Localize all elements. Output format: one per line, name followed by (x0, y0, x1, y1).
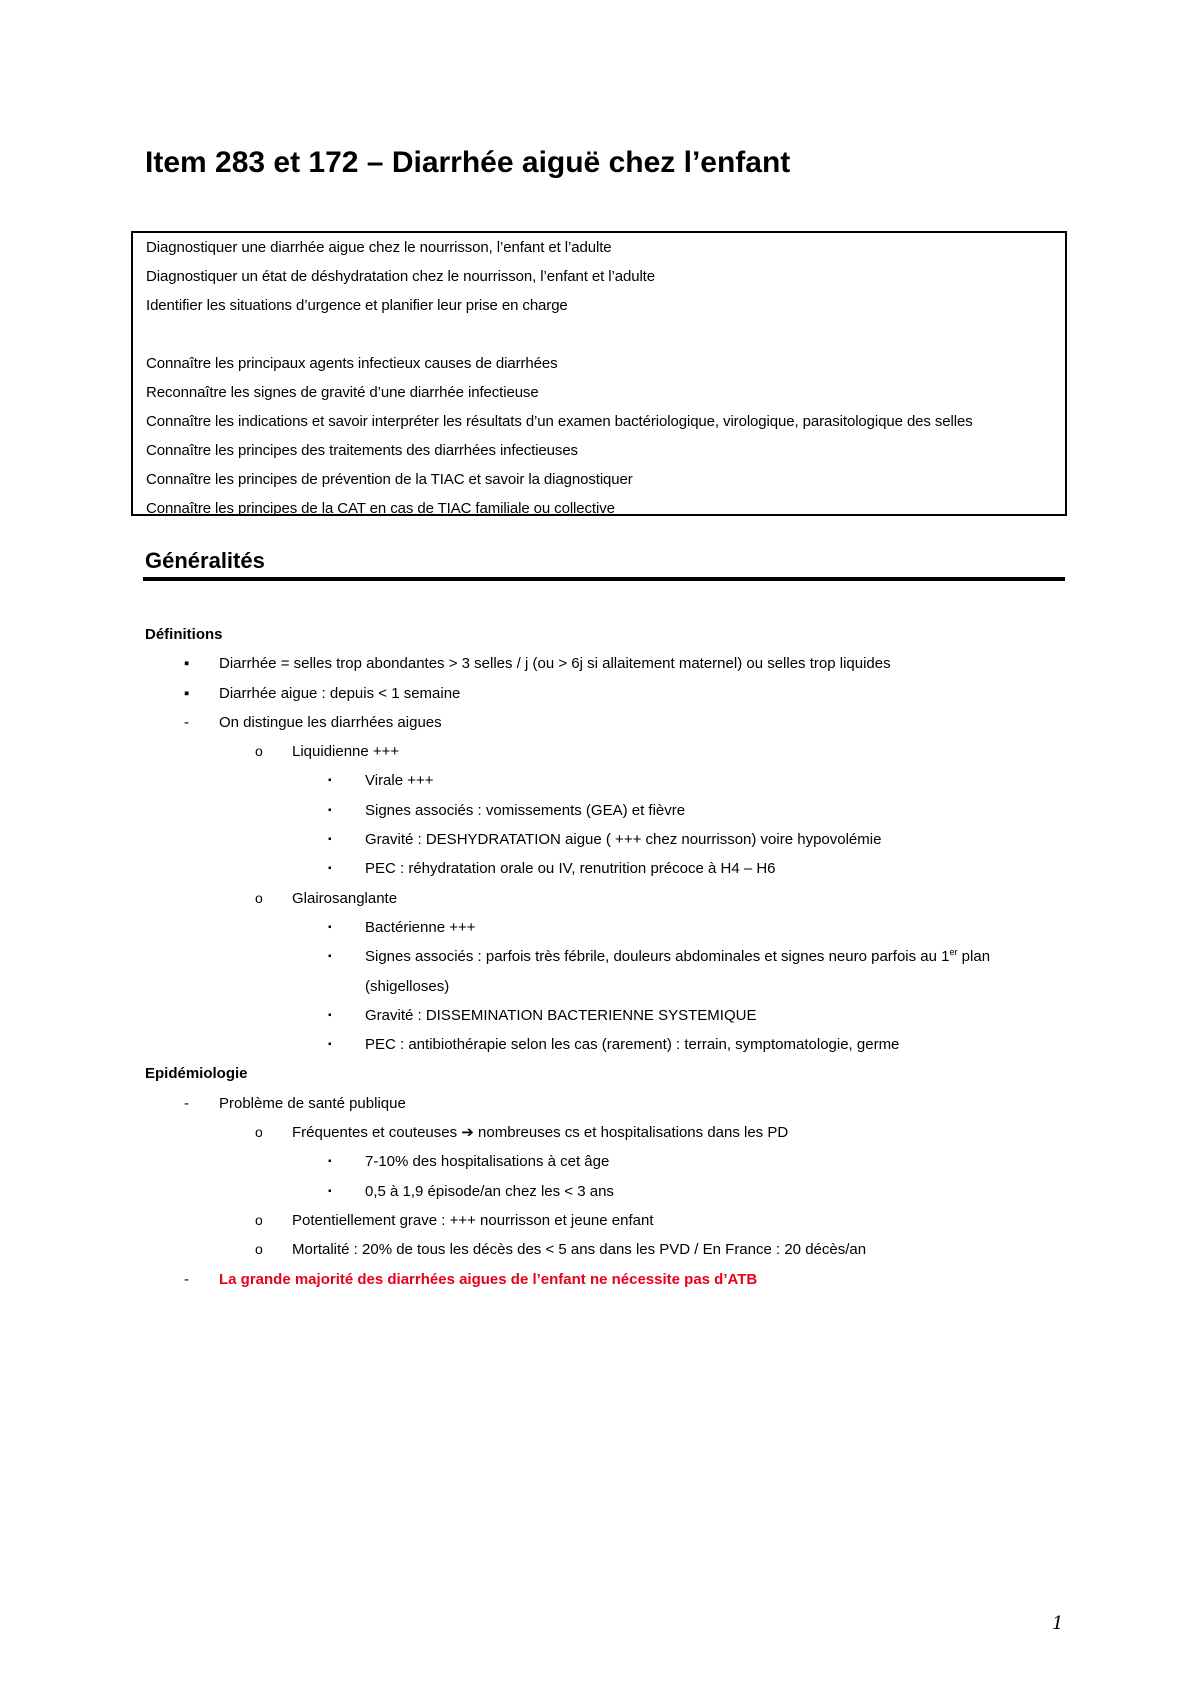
page-title: Item 283 et 172 – Diarrhée aiguë chez l’enfant (145, 146, 791, 179)
square-bullet-icon: ▪ (328, 775, 332, 787)
superscript-ordinal: er (949, 947, 958, 958)
square-bullet-icon: ▪ (328, 834, 332, 846)
list-item-text: Diarrhée aigue : depuis < 1 semaine (219, 684, 461, 702)
list-item (0, 737, 1200, 766)
list-item-text: La grande majorité des diarrhées aigues de l’enfant ne nécessite pas d’ATB (219, 1270, 758, 1288)
list-item (0, 942, 1200, 971)
square-bullet-icon: ▪ (328, 804, 332, 816)
list-item (0, 854, 1200, 883)
section-title-generalites: Généralités (145, 548, 265, 573)
objective-item: Diagnostiquer un état de déshydratation chez le nourrisson, l’enfant et l’adulte (146, 268, 655, 285)
objective-item: Connaître les principes de la CAT en cas de TIAC familiale ou collective (146, 500, 615, 517)
list-item (0, 1030, 1200, 1059)
list-item-text-part: plan (957, 948, 991, 966)
list-item-text: Signes associés : vomissements (GEA) et fièvre (365, 801, 686, 819)
list-item (0, 913, 1200, 942)
square-bullet-icon: ▪ (328, 1185, 332, 1197)
list-item-text-part: Signes associés : parfois très fébrile, douleurs abdominales et signes neuro parfois au 1 (365, 948, 950, 966)
list-item-text: 0,5 à 1,9 épisode/an chez les < 3 ans (365, 1182, 614, 1200)
list-item (0, 1118, 1200, 1147)
square-bullet-icon: ▪ (328, 1039, 332, 1051)
subheading-definitions (0, 620, 1200, 649)
dash-bullet-icon: - (184, 1094, 189, 1112)
objective-item: Diagnostiquer une diarrhée aigue chez le nourrisson, l’enfant et l’adulte (146, 239, 612, 256)
section-divider (143, 577, 1065, 581)
list-item-text: Gravité : DISSEMINATION BACTERIENNE SYSTEMIQUE (365, 1006, 757, 1024)
list-item-text: 7-10% des hospitalisations à cet âge (365, 1153, 610, 1171)
list-item-emphasis (0, 1265, 1200, 1294)
dash-bullet-icon: - (184, 713, 189, 731)
square-bullet-icon: ▪ (184, 684, 190, 702)
list-item-text: Glairosanglante (292, 889, 398, 907)
square-bullet-icon: ▪ (328, 921, 332, 933)
objective-item: Connaître les principaux agents infectieux causes de diarrhées (146, 355, 558, 372)
list-item-text (292, 1118, 788, 1147)
arrow-right-icon: ➔ (461, 1124, 474, 1142)
list-item-text: Diarrhée = selles trop abondantes > 3 selles / j (ou > 6j si allaitement maternel) ou selles trop liquides (219, 655, 891, 673)
subheading-epidemiologie (0, 1059, 1200, 1088)
subheading-label: Epidémiologie (145, 1065, 248, 1083)
objective-item: Reconnaître les signes de gravité d’une diarrhée infectieuse (146, 384, 539, 401)
list-item-text: (shigelloses) (365, 977, 450, 995)
section-content (0, 620, 1200, 1294)
list-item-text: Liquidienne +++ (292, 743, 400, 761)
page-number: 1 (1052, 1613, 1064, 1634)
list-item (0, 1206, 1200, 1235)
list-item-text: Potentiellement grave : +++ nourrisson et jeune enfant (292, 1211, 654, 1229)
square-bullet-icon: ▪ (328, 1009, 332, 1021)
circle-bullet-icon: o (255, 1241, 263, 1258)
list-item (0, 1177, 1200, 1206)
list-item-text: Bactérienne +++ (365, 918, 476, 936)
objectives-box (131, 231, 1067, 516)
list-item-text-part: Fréquentes et couteuses (292, 1124, 458, 1142)
circle-bullet-icon: o (255, 889, 263, 906)
list-item (0, 708, 1200, 737)
circle-bullet-icon: o (255, 1124, 263, 1141)
list-item-text: PEC : réhydratation orale ou IV, renutrition précoce à H4 – H6 (365, 860, 776, 878)
list-item (0, 796, 1200, 825)
list-item-text: PEC : antibiothérapie selon les cas (rarement) : terrain, symptomatologie, germe (365, 1036, 900, 1054)
list-item (0, 884, 1200, 913)
circle-bullet-icon: o (255, 743, 263, 760)
square-bullet-icon: ▪ (328, 863, 332, 875)
list-item-text: Problème de santé publique (219, 1094, 406, 1112)
square-bullet-icon: ▪ (328, 1156, 332, 1168)
list-item (0, 1235, 1200, 1264)
objective-item: Identifier les situations d’urgence et planifier leur prise en charge (146, 297, 568, 314)
objective-spacer (146, 320, 1065, 349)
list-item-text-part: nombreuses cs et hospitalisations dans les PD (478, 1124, 789, 1142)
list-item (0, 649, 1200, 678)
objective-item: Connaître les principes des traitements des diarrhées infectieuses (146, 442, 578, 459)
circle-bullet-icon: o (255, 1211, 263, 1228)
list-item-text: Virale +++ (365, 772, 434, 790)
subheading-label: Définitions (145, 626, 223, 643)
dash-bullet-icon: - (184, 1270, 189, 1288)
objective-item: Connaître les principes de prévention de la TIAC et savoir la diagnostiquer (146, 471, 633, 488)
list-item (0, 679, 1200, 708)
list-item-text: Gravité : DESHYDRATATION aigue ( +++ chez nourrisson) voire hypovolémie (365, 831, 882, 849)
list-item (0, 1147, 1200, 1176)
list-item (0, 1001, 1200, 1030)
objective-item: Connaître les indications et savoir interpréter les résultats d’un examen bactériologique, virologique, parasitologique des selles (146, 413, 973, 430)
list-item (0, 1089, 1200, 1118)
square-bullet-icon: ▪ (184, 655, 190, 673)
list-item-text: Mortalité : 20% de tous les décès des < 5 ans dans les PVD / En France : 20 décès/an (292, 1241, 867, 1259)
list-item-text (365, 942, 990, 971)
list-item (0, 766, 1200, 795)
list-item-continuation (0, 972, 1200, 1001)
list-item-text: On distingue les diarrhées aigues (219, 713, 442, 731)
list-item (0, 825, 1200, 854)
square-bullet-icon: ▪ (328, 951, 332, 963)
